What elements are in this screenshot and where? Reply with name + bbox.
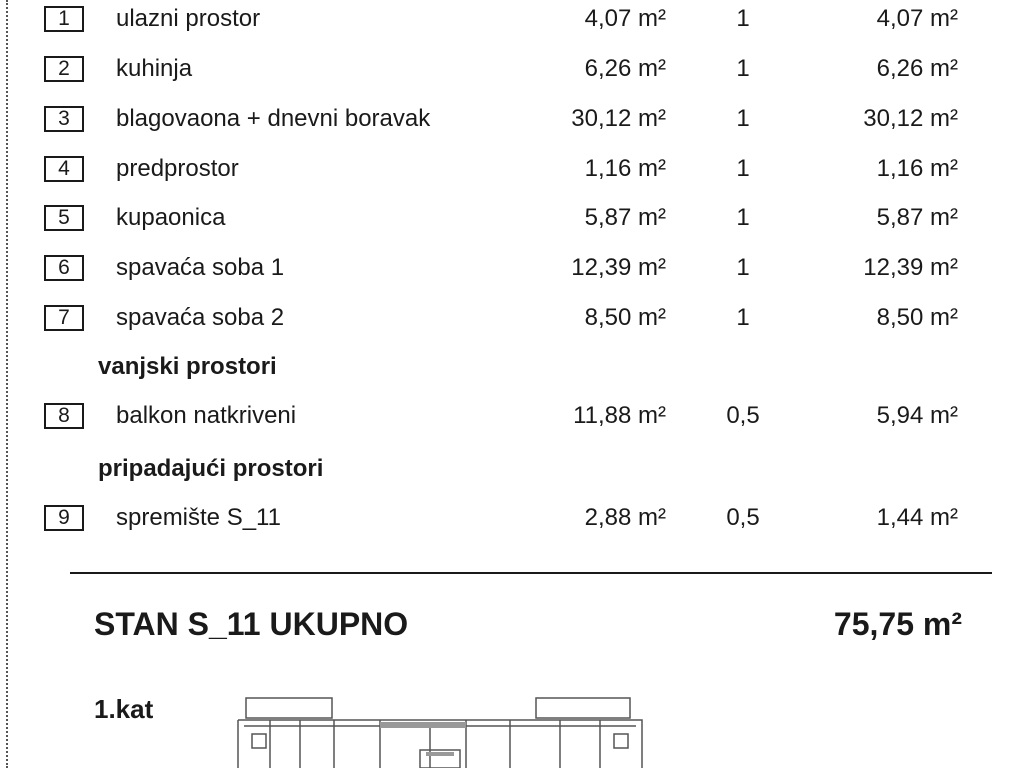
room-number-box: 9 xyxy=(44,505,84,531)
table-row xyxy=(0,4,1024,44)
room-net-area: 12,39 m² xyxy=(863,254,958,281)
table-row xyxy=(0,104,1024,144)
room-coefficient: 1 xyxy=(736,204,750,231)
room-net-area: 5,94 m² xyxy=(876,402,958,429)
room-area: 8,50 m² xyxy=(584,304,666,331)
room-name: blagovaona + dnevni boravak xyxy=(116,105,431,132)
room-net-area: 8,50 m² xyxy=(876,304,958,331)
room-net-area: 30,12 m² xyxy=(863,105,958,132)
room-name: spavaća soba 2 xyxy=(116,304,285,331)
room-number-box: 8 xyxy=(44,403,84,429)
room-area: 30,12 m² xyxy=(571,105,666,132)
room-area: 1,16 m² xyxy=(584,155,666,182)
floor-label: 1.kat xyxy=(94,694,154,724)
room-number-box: 6 xyxy=(44,255,84,281)
table-row xyxy=(0,154,1024,194)
room-name: spremište S_11 xyxy=(116,504,281,531)
room-name: predprostor xyxy=(116,155,239,182)
room-area: 5,87 m² xyxy=(584,204,666,231)
room-coefficient: 1 xyxy=(736,105,750,132)
room-number-box: 4 xyxy=(44,156,84,182)
room-name: balkon natkriveni xyxy=(116,402,297,429)
room-net-area: 5,87 m² xyxy=(876,204,958,231)
room-area: 6,26 m² xyxy=(584,55,666,82)
section-title-belonging: pripadajući prostori xyxy=(98,455,324,482)
table-row xyxy=(0,253,1024,293)
room-name: kupaonica xyxy=(116,204,226,231)
table-row xyxy=(0,401,1024,441)
room-coefficient: 1 xyxy=(736,155,750,182)
room-coefficient: 1 xyxy=(736,304,750,331)
table-row xyxy=(0,503,1024,543)
room-number-box: 2 xyxy=(44,56,84,82)
room-number-box: 5 xyxy=(44,205,84,231)
table-row xyxy=(0,203,1024,243)
total-label: STAN S_11 UKUPNO xyxy=(94,606,409,642)
room-name: ulazni prostor xyxy=(116,5,261,32)
room-coefficient: 1 xyxy=(736,254,750,281)
room-area: 2,88 m² xyxy=(584,504,666,531)
room-area: 12,39 m² xyxy=(571,254,666,281)
room-net-area: 1,16 m² xyxy=(876,155,958,182)
room-net-area: 6,26 m² xyxy=(876,55,958,82)
room-name: spavaća soba 1 xyxy=(116,254,285,281)
room-area: 11,88 m² xyxy=(573,402,666,429)
total-value: 75,75 m² xyxy=(833,606,962,642)
room-name: kuhinja xyxy=(116,55,193,82)
floor-plan-drawing xyxy=(230,690,650,768)
room-coefficient: 1 xyxy=(736,5,750,32)
room-number-box: 3 xyxy=(44,106,84,132)
room-number-box: 7 xyxy=(44,305,84,331)
total-divider xyxy=(70,572,992,574)
room-net-area: 4,07 m² xyxy=(876,5,958,32)
table-row xyxy=(0,54,1024,94)
room-coefficient: 0,5 xyxy=(726,402,760,429)
room-net-area: 1,44 m² xyxy=(876,504,958,531)
table-row xyxy=(0,303,1024,343)
room-number-box: 1 xyxy=(44,6,84,32)
room-coefficient: 1 xyxy=(736,55,750,82)
room-coefficient: 0,5 xyxy=(726,504,760,531)
section-title-outdoor: vanjski prostori xyxy=(98,353,277,380)
room-area: 4,07 m² xyxy=(584,5,666,32)
